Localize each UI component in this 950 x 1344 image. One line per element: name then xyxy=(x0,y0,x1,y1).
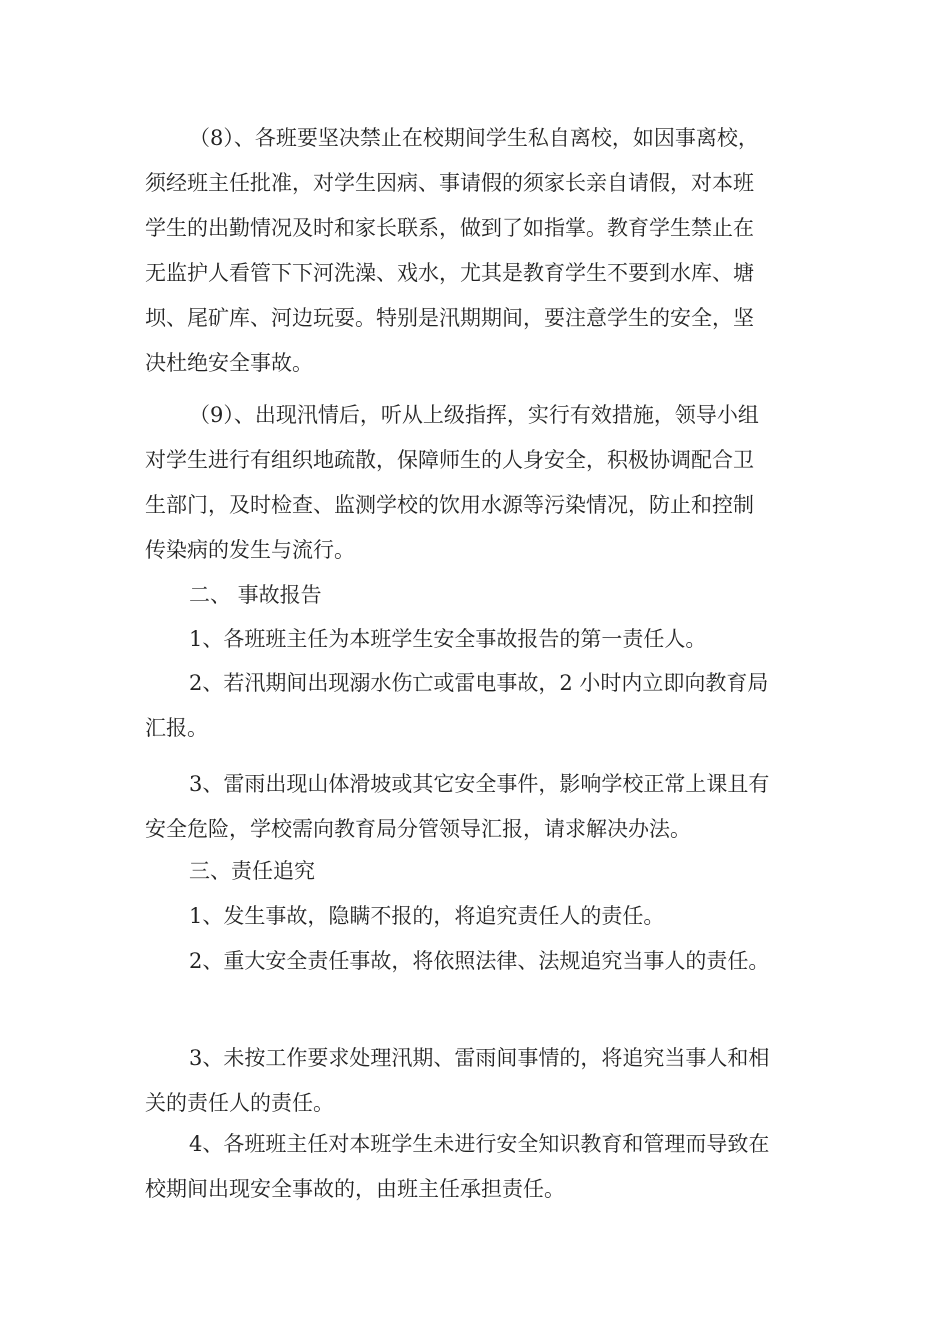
section-heading-accountability xyxy=(145,849,815,894)
text-line: （9）、出现汛情后，听从上级指挥，实行有效措施，领导小组 xyxy=(189,403,759,427)
text-line: 学生的出勤情况及时和家长联系，做到了如指掌。教育学生禁止在 xyxy=(145,216,754,240)
text-line: 坝、尾矿库、河边玩耍。特别是汛期期间，要注意学生的安全，坚 xyxy=(145,306,754,330)
heading-text: 三、责任追究 xyxy=(189,859,315,883)
report-item-3 xyxy=(145,762,815,852)
accountability-item-1 xyxy=(145,894,815,939)
text-line: 校期间出现安全事故的，由班主任承担责任。 xyxy=(145,1177,565,1201)
accountability-item-2 xyxy=(145,939,815,984)
text-line: 决杜绝安全事故。 xyxy=(145,351,313,375)
report-item-1 xyxy=(145,617,815,662)
text-line: 2、若汛期间出现溺水伤亡或雷电事故，2 小时内立即向教育局 xyxy=(189,671,769,695)
text-line: 无监护人看管下下河洗澡、戏水，尤其是教育学生不要到水库、塘 xyxy=(145,261,754,285)
text-line: 须经班主任批准，对学生因病、事请假的须家长亲自请假，对本班 xyxy=(145,171,754,195)
accountability-item-3 xyxy=(145,1036,815,1126)
accountability-item-4 xyxy=(145,1122,815,1212)
text-line: 关的责任人的责任。 xyxy=(145,1091,334,1115)
text-line: 传染病的发生与流行。 xyxy=(145,538,355,562)
text-line: 对学生进行有组织地疏散，保障师生的人身安全，积极协调配合卫 xyxy=(145,448,754,472)
paragraph-8 xyxy=(145,116,815,386)
text-line: 1、各班班主任为本班学生安全事故报告的第一责任人。 xyxy=(189,627,707,651)
report-item-2 xyxy=(145,661,815,751)
heading-text: 二、 事故报告 xyxy=(189,583,322,607)
paragraph-9 xyxy=(145,393,815,573)
text-line: 3、雷雨出现山体滑坡或其它安全事件，影响学校正常上课且有 xyxy=(189,772,770,796)
text-line: 汇报。 xyxy=(145,716,208,740)
text-line: 1、发生事故，隐瞒不报的，将追究责任人的责任。 xyxy=(189,904,665,928)
text-line: 2、重大安全责任事故，将依照法律、法规追究当事人的责任。 xyxy=(189,949,770,973)
text-line: 安全危险，学校需向教育局分管领导汇报，请求解决办法。 xyxy=(145,817,691,841)
text-line: 4、各班班主任对本班学生未进行安全知识教育和管理而导致在 xyxy=(189,1132,770,1156)
text-line: 生部门，及时检查、监测学校的饮用水源等污染情况，防止和控制 xyxy=(145,493,754,517)
text-line: 3、未按工作要求处理汛期、雷雨间事情的，将追究当事人和相 xyxy=(189,1046,770,1070)
section-heading-accident-report xyxy=(145,573,815,618)
text-line: （8）、各班要坚决禁止在校期间学生私自离校，如因事离校， xyxy=(189,126,759,150)
